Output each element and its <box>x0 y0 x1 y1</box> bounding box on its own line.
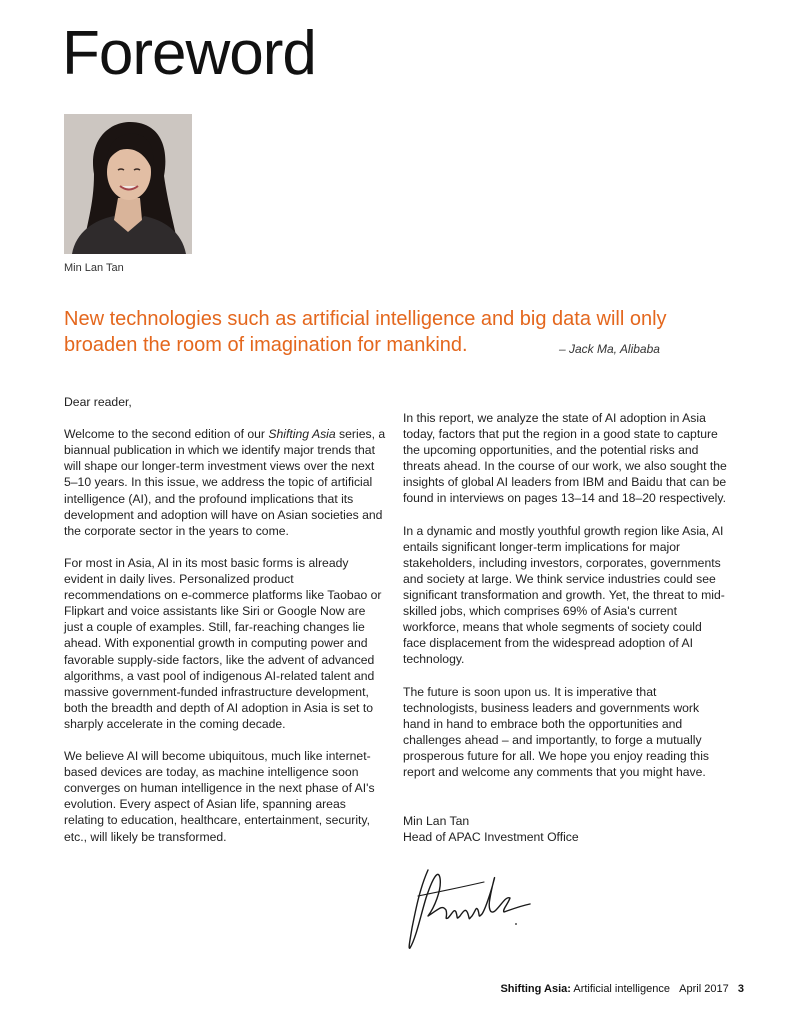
page-number: 3 <box>737 983 744 995</box>
page-title: Foreword <box>62 19 316 88</box>
quote-attribution: – Jack Ma, Alibaba <box>559 342 660 356</box>
portrait-caption: Min Lan Tan <box>64 262 124 274</box>
paragraph-text: series, a biannual publication in which we identify major trends that will shape our longer-term investment views over the next 5–10 years. In this issue, we address the topic of artificial intelligence (AI), and the profound implications that its development and adoption will have on Asian societies and the corporate sector in the years to come. <box>64 427 386 538</box>
signoff-name: Min Lan Tan <box>403 814 470 828</box>
paragraph: We believe AI will become ubiquitous, much like internet-based devices are today, as machine intelligence soon converges on human intelligence in the next phase of AI's evolution. Every aspect of Asian life, spanning areas relating to education, healthcare, entertainment, security, etc., will likely be transformed. <box>64 749 375 844</box>
paragraph: In a dynamic and mostly youthful growth region like Asia, AI entails significant longer-term implications for major stakeholders, including investors, corporates, governments and society at large. We think service industries could see significant transformation and growth. Yet, the threat to mid-skilled jobs, which comprises 69% of Asia's current workforce, means that whole segments of society could face displacement from the widespread adoption of AI technology. <box>403 523 725 667</box>
pull-quote <box>64 306 684 358</box>
signoff-role: Head of APAC Investment Office <box>403 830 579 844</box>
footer-date: April 2017 <box>679 983 729 995</box>
paragraph: In this report, we analyze the state of AI adoption in Asia today, factors that put the region in a good state to capture the upcoming opportunities, and the potential risks and threats ahead. In the course of our work, we also sought the insights of global AI leaders from IBM and Baidu that can be found in interviews on pages 13–14 and 18–20 respectively. <box>403 411 727 506</box>
paragraph-text: Welcome to the second edition of our <box>64 427 269 442</box>
paragraph: The future is soon upon us. It is imperative that technologists, business leaders and governments work hand in hand to embrace both the opportunities and challenges ahead – and importantly, to forge a mutually prosperous future for all. We hope you enjoy reading this report and welcome any comments that you might have. <box>403 684 709 780</box>
page-footer <box>500 983 744 995</box>
handwritten-signature <box>398 858 538 953</box>
paragraph <box>64 426 386 539</box>
right-column <box>403 410 728 796</box>
footer-series: Shifting Asia: <box>500 983 571 995</box>
quote-text: New technologies such as artificial intelligence and big data will only broaden the room of imagination for mankind. <box>64 308 667 356</box>
series-name: Shifting Asia <box>268 427 336 442</box>
left-column <box>64 394 386 861</box>
salutation: Dear reader, <box>64 395 132 409</box>
paragraph: For most in Asia, AI in its most basic forms is already evident in daily lives. Personalized product recommendations on e-commerce platforms like Taobao or Flipkart and voice assistants like Siri or Google Now are just a couple of examples. Still, far-reaching changes lie ahead. With exponential growth in computing power and favorable supply-side factors, like the advent of advanced algorithms, a vast pool of indigenous AI-related talent and massive government-funded infrastructure development, both the breadth and depth of AI adoption in Asia is set to sharply accelerate in the coming decade. <box>64 555 382 731</box>
footer-topic: Artificial intelligence <box>570 983 670 995</box>
portrait-photo <box>64 114 192 254</box>
